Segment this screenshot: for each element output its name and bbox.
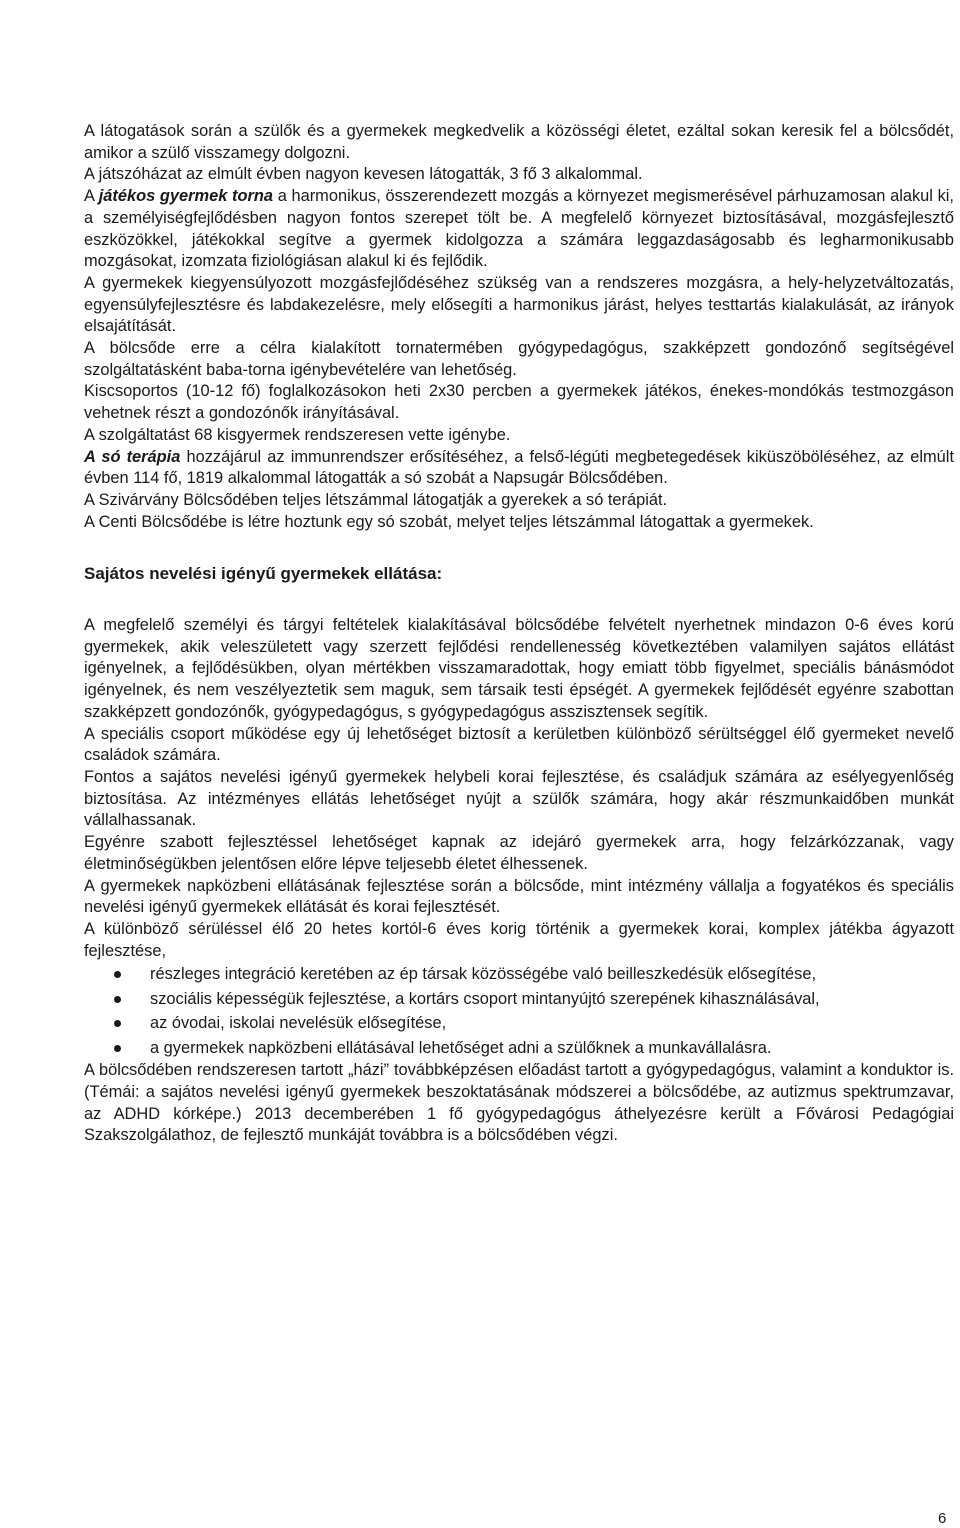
paragraph: A gyermekek kiegyensúlyozott mozgásfejlődéséhez szükség van a rendszeres mozgásra, a hely-helyzetváltozatás, egyensúlyfejlesztésre és labdakezelésre, mely elősegíti a harmonikus járást, helyes testtartás kialakulását, az irányok elsajátítását. bbox=[84, 273, 954, 336]
paragraph: A szolgáltatást 68 kisgyermek rendszeresen vette igénybe. bbox=[84, 425, 511, 444]
paragraph: Kiscsoportos (10-12 fő) foglalkozásokon heti 2x30 percben a gyermekek játékos, énekes-mondókás testmozgáson vehetnek részt a gondozónők irányításával. bbox=[84, 382, 954, 423]
paragraph: A különböző sérüléssel élő 20 hetes kortól-6 éves korig történik a gyermekek korai, komplex játékba ágyazott fejlesztése, bbox=[84, 919, 954, 960]
document-page bbox=[84, 121, 954, 1147]
emphasis-term: A só terápia bbox=[84, 447, 181, 466]
paragraph: A bölcsődében rendszeresen tartott „házi” továbbképzésen előadást tartott a gyógypedagógus, valamint a konduktor is. (Témái: a sajátos nevelési igényű gyermekek beszoktatásának módszerei a bölcsődébe, az autizmus spektrumzavar, az ADHD kórképe.) 2013 decemberében 1 fő gyógypedagógus áthelyezésre került a Fővárosi Pedagógiai Szakszolgálathoz, de fejlesztő munkáját továbbra is a bölcsődében végzi. bbox=[84, 1061, 954, 1145]
paragraph: A Centi Bölcsődébe is létre hoztunk egy só szobát, melyet teljes létszámmal látogattak a gyermekek. bbox=[84, 512, 814, 531]
page-number: 6 bbox=[938, 1510, 947, 1527]
paragraph: A gyermekek napközbeni ellátásának fejlesztése során a bölcsőde, mint intézmény vállalja a fogyatékos és speciális nevelési igényű gyermekek ellátását és korai fejlesztését. bbox=[84, 876, 954, 917]
paragraph: A játékos gyermek torna a harmonikus, összerendezett mozgás a környezet megismerésével párhuzamosan alakul ki, a személyiségfejlődésben nagyon fontos szerepet tölt be. A megfelelő környezet biztosításával, mozgásfejlesztő eszközökkel, játékokkal segítve a gyermek kidolgozza a számára leggazdaságosabb és legharmonikusabb mozgásokat, izomzata fiziológiásan alakul ki és fejlődik. bbox=[84, 187, 954, 271]
paragraph: Fontos a sajátos nevelési igényű gyermekek helybeli korai fejlesztése, és családjuk számára az esélyegyenlőség biztosítása. Az intézményes ellátás lehetőséget nyújt a szülők számára, hogy akár részmunkaidőben munkát vállalhassanak. bbox=[84, 767, 954, 830]
paragraph: A látogatások során a szülők és a gyermekek megkedvelik a közösségi életet, ezáltal sokan keresik fel a bölcsődét, amikor a szülő visszamegy dolgozni. bbox=[84, 122, 954, 162]
paragraph: A bölcsőde erre a célra kialakított tornatermében gyógypedagógus, szakképzett gondozónő segítségével szolgáltatásként baba-torna igénybevételére van lehetőség. bbox=[84, 339, 954, 379]
bullet-icon bbox=[114, 1045, 121, 1052]
bullet-list bbox=[84, 962, 954, 1060]
list-item: szociális képességük fejlesztése, a kortárs csoport mintanyújtó szerepének kihasználásával, bbox=[114, 987, 954, 1012]
bullet-icon bbox=[114, 1020, 121, 1027]
bullet-icon bbox=[114, 996, 121, 1003]
emphasis-term: játékos gyermek torna bbox=[98, 187, 273, 206]
list-item: az óvodai, iskolai nevelésük elősegítése, bbox=[114, 1011, 954, 1036]
list-item: a gyermekek napközbeni ellátásával lehetőséget adni a szülőknek a munkavállalásra. bbox=[114, 1036, 954, 1061]
paragraph: A Szivárvány Bölcsődében teljes létszámmal látogatják a gyerekek a só terápiát. bbox=[84, 490, 668, 509]
paragraph: A só terápia hozzájárul az immunrendszer erősítéséhez, a felső-légúti megbetegedések kiküszöböléséhez, az elmúlt évben 114 fő, 1819 alkalommal látogatták a só szobát a Napsugár Bölcsődében. bbox=[84, 447, 954, 488]
section-heading: Sajátos nevelési igényű gyermekek ellátása: bbox=[84, 564, 443, 584]
paragraph: A speciális csoport működése egy új lehetőséget biztosít a kerületben különböző sérültséggel élő gyermeket nevelő családok számára. bbox=[84, 724, 954, 765]
bullet-icon bbox=[114, 971, 121, 978]
paragraph: Egyénre szabott fejlesztéssel lehetőséget kapnak az idejáró gyermekek arra, hogy felzárkózzanak, vagy életminőségükben jelentősen előre lépve teljesebb életet élhessenek. bbox=[84, 833, 954, 873]
paragraph: A játszóházat az elmúlt évben nagyon kevesen látogatták, 3 fő 3 alkalommal. bbox=[84, 165, 643, 184]
paragraph: A megfelelő személyi és tárgyi feltételek kialakításával bölcsődébe felvételt nyerhetnek mindazon 0-6 éves korú gyermekek, akik veleszületett vagy szerzett fejlődési rendellenesség következtében valamilyen sajátos ellátást igényelnek, a fejlődésükben, olyan mértékben visszamaradottak, hogy emiatt több figyelmet, speciális bánásmódot igényelnek, és nem veszélyeztetik sem maguk, sem társaik testi épségét. A gyermekek fejlődését egyénre szabottan szakképzett gondozónők, gyógypedagógus, s gyógypedagógus asszisztensek segítik. bbox=[84, 616, 954, 721]
list-item: részleges integráció keretében az ép társak közösségébe való beilleszkedésük elősegítése, bbox=[114, 962, 954, 987]
